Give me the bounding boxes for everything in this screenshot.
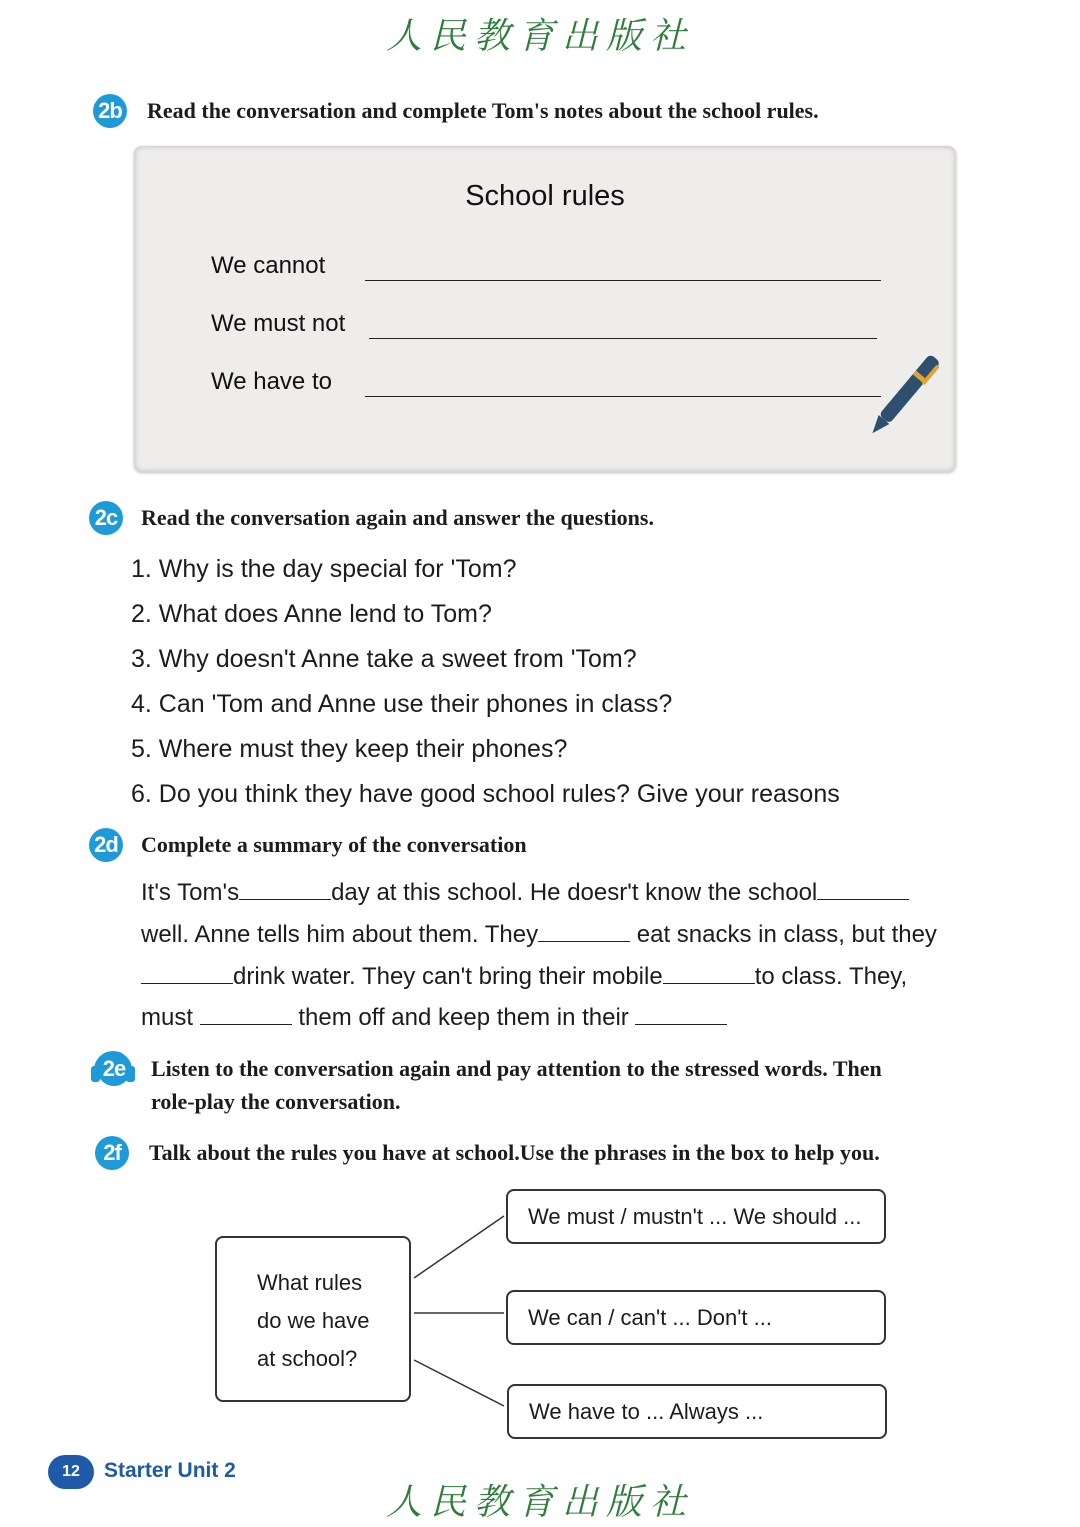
exercise-badge-2d: 2d xyxy=(89,828,123,862)
question-3: 3. Why doesn't Anne take a sweet from 'Tom? xyxy=(131,645,637,673)
summary-blank[interactable] xyxy=(141,965,233,984)
summary-text: must xyxy=(141,1004,200,1031)
page-number: 12 xyxy=(48,1455,94,1489)
question-line: at school? xyxy=(257,1346,358,1371)
answer-line-have-to[interactable] xyxy=(365,396,881,397)
summary-blank[interactable] xyxy=(538,923,630,942)
summary-line-4 xyxy=(141,1004,727,1032)
summary-blank[interactable] xyxy=(817,881,909,900)
summary-text: to class. They, xyxy=(754,963,908,990)
summary-blank[interactable] xyxy=(663,965,755,984)
connector-lines xyxy=(412,1210,508,1410)
question-box xyxy=(215,1236,411,1402)
summary-text: them off and keep them in their xyxy=(291,1004,636,1031)
publisher-logo-top: 人民教育出版社 xyxy=(385,16,694,57)
question-6: 6. Do you think they have good school rules? Give your reasons xyxy=(131,780,840,808)
summary-text: It's Tom's xyxy=(141,879,240,906)
rule-label-must-not: We must not xyxy=(211,310,346,337)
instruction-2f: Talk about the rules you have at school.Use the phrases in the box to help you. xyxy=(149,1140,880,1165)
summary-text: well. Anne tells him about them. They xyxy=(141,921,539,948)
instruction-2c: Read the conversation again and answer the questions. xyxy=(141,505,654,530)
pen-icon xyxy=(860,350,944,446)
question-5: 5. Where must they keep their phones? xyxy=(131,735,568,763)
question-line: What rules xyxy=(257,1270,363,1295)
instruction-2b: Read the conversation and complete Tom's notes about the school rules. xyxy=(147,98,819,123)
summary-line-2 xyxy=(141,921,937,949)
instruction-2e-line-2: role-play the conversation. xyxy=(151,1089,401,1114)
school-rules-card xyxy=(134,146,956,472)
phrase-box-can: We can / can't ... Don't ... xyxy=(506,1290,886,1345)
instruction-2d: Complete a summary of the conversation xyxy=(141,832,527,857)
exercise-badge-2b: 2b xyxy=(93,94,127,128)
summary-blank[interactable] xyxy=(635,1006,727,1025)
instruction-2e-line-1: Listen to the conversation again and pay attention to the stressed words. Then xyxy=(151,1056,882,1081)
summary-text: day at this school. He doesr't know the school xyxy=(331,879,818,906)
unit-label: Starter Unit 2 xyxy=(104,1459,236,1482)
question-1: 1. Why is the day special for 'Tom? xyxy=(131,555,517,583)
card-title: School rules xyxy=(465,180,625,212)
exercise-badge-2e: 2e xyxy=(97,1052,131,1086)
summary-text: drink water. They can't bring their mobile xyxy=(233,963,663,990)
question-2: 2. What does Anne lend to Tom? xyxy=(131,600,492,628)
answer-line-must-not[interactable] xyxy=(369,338,877,339)
exercise-badge-2f: 2f xyxy=(95,1136,129,1170)
phrase-box-must: We must / mustn't ... We should ... xyxy=(506,1189,886,1244)
summary-text: eat snacks in class, but they xyxy=(630,921,937,948)
answer-line-cannot[interactable] xyxy=(365,280,881,281)
summary-line-1 xyxy=(141,879,909,907)
summary-line-3 xyxy=(141,963,907,991)
phrase-box-have-to: We have to ... Always ... xyxy=(507,1384,887,1439)
rule-label-cannot: We cannot xyxy=(211,252,326,279)
summary-blank[interactable] xyxy=(239,881,331,900)
summary-blank[interactable] xyxy=(200,1006,292,1025)
rule-label-have-to: We have to xyxy=(211,368,332,395)
exercise-badge-2c: 2c xyxy=(89,501,123,535)
publisher-logo-bottom: 人民教育出版社 xyxy=(385,1482,694,1523)
question-line: do we have xyxy=(257,1308,370,1333)
question-4: 4. Can 'Tom and Anne use their phones in class? xyxy=(131,690,673,718)
